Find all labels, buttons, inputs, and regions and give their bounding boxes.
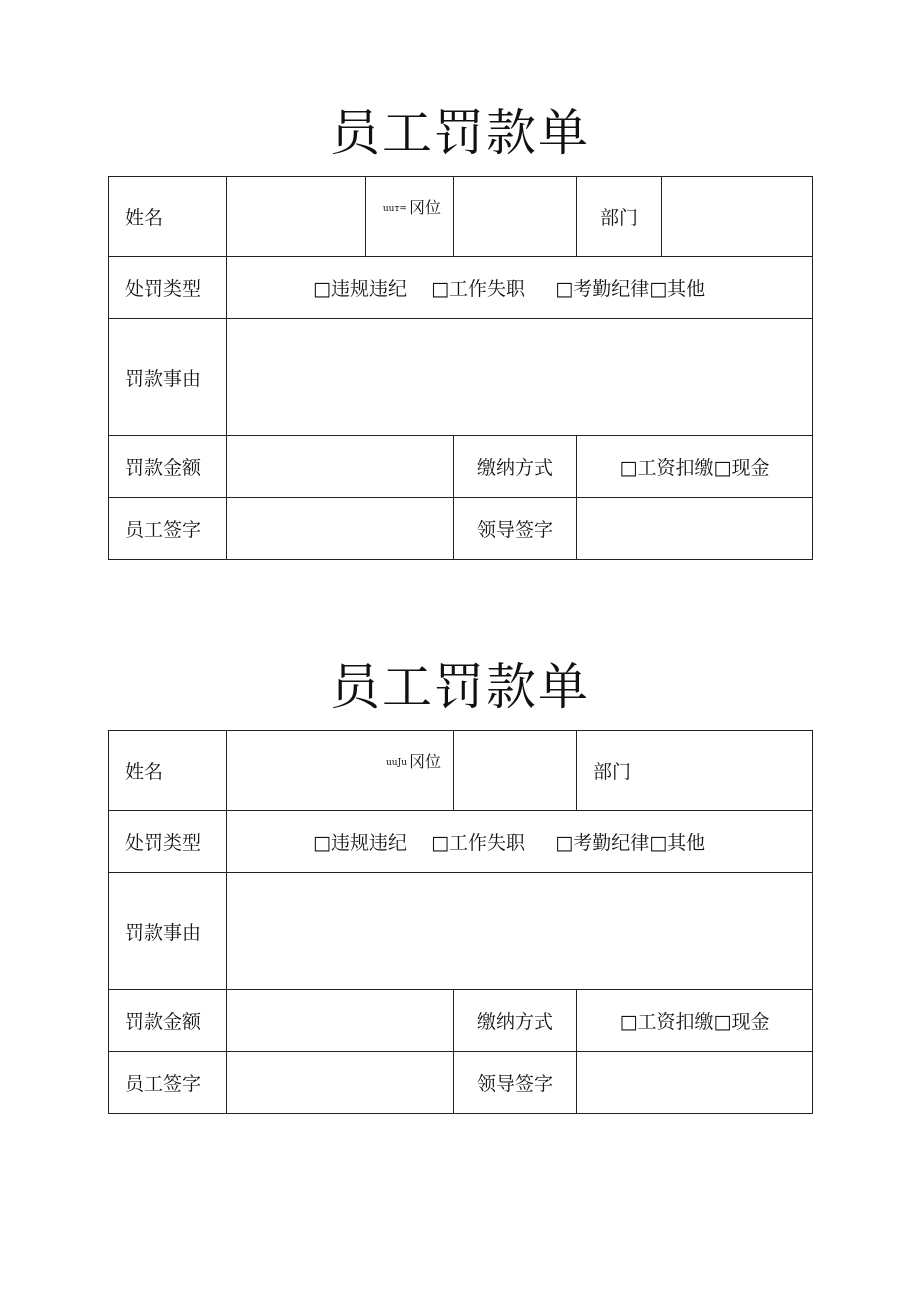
leader-signature-field[interactable] (577, 498, 813, 560)
penalty-type-options[interactable]: □违规违纪 □工作失职 □考勤纪律□其他 (227, 811, 813, 873)
department-field[interactable] (662, 177, 813, 257)
form-title: 员工罚款单 (330, 104, 590, 162)
leader-signature-label: 领导签字 (454, 498, 577, 560)
payment-method-label: 缴纳方式 (454, 436, 577, 498)
payment-method-options[interactable]: □工资扣缴□现金 (577, 436, 813, 498)
row-reason (109, 873, 813, 990)
row-penalty-type (109, 811, 813, 873)
reason-label: 罚款事由 (109, 873, 227, 990)
name-label: 姓名 (109, 177, 227, 257)
penalty-type-label: 处罚类型 (109, 257, 227, 319)
leader-signature-label: 领导签字 (454, 1052, 577, 1114)
position-prefix: uuJu (386, 757, 407, 768)
position-field[interactable] (454, 731, 577, 811)
amount-label: 罚款金额 (109, 990, 227, 1052)
name-field[interactable] (227, 177, 366, 257)
row-basic-info (109, 177, 813, 257)
penalty-type-options[interactable]: □违规违纪 □工作失职 □考勤纪律□其他 (227, 257, 813, 319)
reason-label: 罚款事由 (109, 319, 227, 436)
position-prefix: uuт= (382, 203, 407, 214)
row-reason (109, 319, 813, 436)
row-amount (109, 990, 813, 1052)
position-label-cell (366, 177, 454, 257)
department-label: 部门 (577, 177, 662, 257)
penalty-table (108, 176, 813, 560)
row-penalty-type (109, 257, 813, 319)
penalty-table (108, 730, 813, 1114)
amount-label: 罚款金额 (109, 436, 227, 498)
employee-signature-field[interactable] (227, 498, 454, 560)
reason-field[interactable] (227, 319, 813, 436)
leader-signature-field[interactable] (577, 1052, 813, 1114)
payment-method-label: 缴纳方式 (454, 990, 577, 1052)
employee-signature-label: 员工签字 (109, 498, 227, 560)
row-amount (109, 436, 813, 498)
position-label-cell (227, 731, 454, 811)
department-label: 部门 (577, 731, 813, 811)
penalty-type-label: 处罚类型 (109, 811, 227, 873)
position-label: 冈位 (409, 752, 442, 771)
form-title: 员工罚款单 (330, 658, 590, 716)
amount-field[interactable] (227, 990, 454, 1052)
payment-method-options[interactable]: □工资扣缴□现金 (577, 990, 813, 1052)
name-label: 姓名 (109, 731, 227, 811)
position-field[interactable] (454, 177, 577, 257)
employee-signature-label: 员工签字 (109, 1052, 227, 1114)
amount-field[interactable] (227, 436, 454, 498)
position-label: 冈位 (408, 198, 441, 217)
row-signatures (109, 1052, 813, 1114)
row-basic-info (109, 731, 813, 811)
reason-field[interactable] (227, 873, 813, 990)
employee-signature-field[interactable] (227, 1052, 454, 1114)
row-signatures (109, 498, 813, 560)
